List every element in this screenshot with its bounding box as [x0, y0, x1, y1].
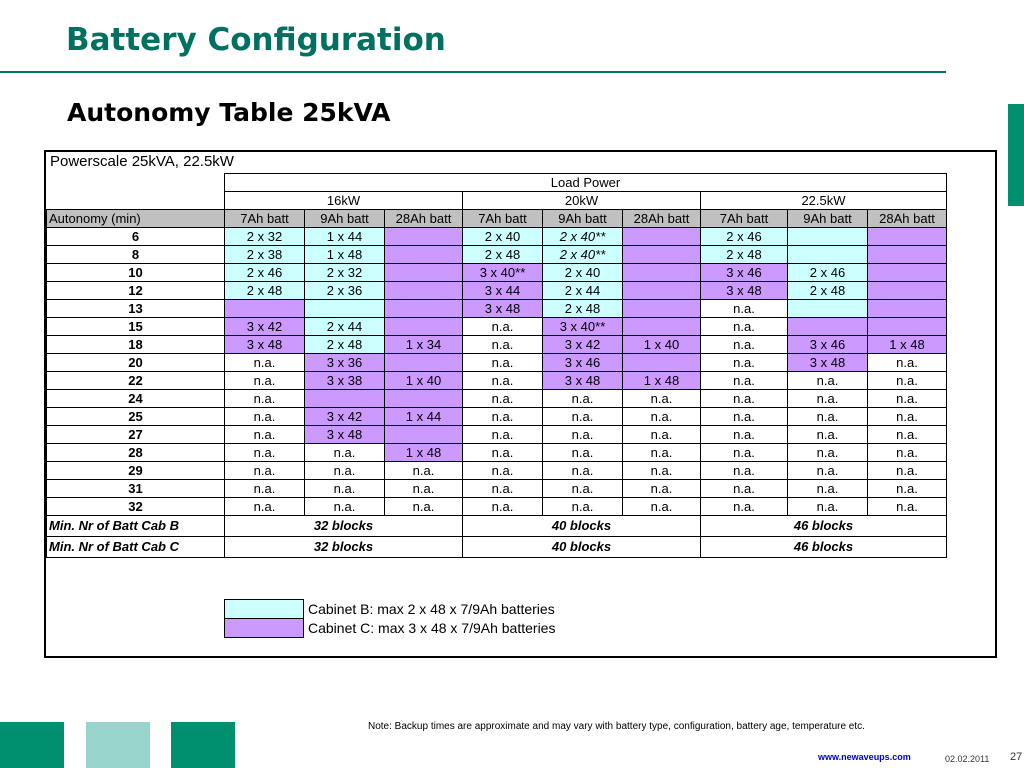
- table-cell: n.a.: [305, 444, 385, 462]
- table-cell: 1 x 48: [868, 336, 947, 354]
- table-cell: n.a.: [788, 444, 868, 462]
- footer-square: [86, 722, 150, 768]
- autonomy-minutes: 20: [47, 354, 225, 372]
- table-cell: n.a.: [463, 480, 543, 498]
- table-cell: n.a.: [701, 462, 788, 480]
- summary-row: [47, 537, 947, 558]
- legend-item: [224, 599, 555, 618]
- battery-column-header: 7Ah batt: [701, 210, 788, 228]
- table-cell: n.a.: [463, 426, 543, 444]
- table-cell: 2 x 38: [225, 246, 305, 264]
- table-cell: [623, 354, 701, 372]
- table-cell: n.a.: [543, 444, 623, 462]
- power-group-header: 20kW: [463, 192, 701, 210]
- table-cell: [868, 228, 947, 246]
- table-cell: n.a.: [543, 480, 623, 498]
- table-cell: 2 x 40: [463, 228, 543, 246]
- table-cell: 3 x 44: [463, 282, 543, 300]
- summary-row: [47, 516, 947, 537]
- table-cell: 3 x 46: [543, 354, 623, 372]
- summary-value: 32 blocks: [225, 516, 463, 537]
- table-row: [47, 228, 947, 246]
- summary-value: 40 blocks: [463, 537, 701, 558]
- autonomy-minutes: 29: [47, 462, 225, 480]
- legend-label: Cabinet C: max 3 x 48 x 7/9Ah batteries: [308, 619, 556, 636]
- table-cell: 3 x 40**: [543, 318, 623, 336]
- table-cell: 2 x 48: [463, 246, 543, 264]
- table-cell: 3 x 46: [788, 336, 868, 354]
- table-cell: 1 x 44: [305, 228, 385, 246]
- table-cell: n.a.: [701, 408, 788, 426]
- table-cell: n.a.: [701, 336, 788, 354]
- table-cell: [385, 300, 463, 318]
- table-cell: [225, 300, 305, 318]
- table-cell: n.a.: [543, 390, 623, 408]
- table-cell: n.a.: [623, 498, 701, 516]
- table-cell: [385, 426, 463, 444]
- table-cell: 1 x 34: [385, 336, 463, 354]
- autonomy-minutes: 24: [47, 390, 225, 408]
- table-row: [47, 480, 947, 498]
- table-cell: [385, 264, 463, 282]
- table-cell: [868, 282, 947, 300]
- table-cell: 1 x 44: [385, 408, 463, 426]
- table-cell: n.a.: [463, 372, 543, 390]
- table-cell: [385, 246, 463, 264]
- table-row: [47, 336, 947, 354]
- table-cell: 1 x 48: [385, 444, 463, 462]
- table-cell: n.a.: [225, 390, 305, 408]
- table-cell: n.a.: [623, 390, 701, 408]
- table-cell: n.a.: [788, 462, 868, 480]
- table-cell: 3 x 36: [305, 354, 385, 372]
- autonomy-minutes: 15: [47, 318, 225, 336]
- table-cell: n.a.: [463, 390, 543, 408]
- table-cell: n.a.: [463, 408, 543, 426]
- table-cell: [385, 354, 463, 372]
- table-cell: 3 x 48: [543, 372, 623, 390]
- autonomy-minutes: 13: [47, 300, 225, 318]
- footer-url-link[interactable]: www.newaveups.com: [818, 752, 911, 762]
- table-cell: 3 x 48: [463, 300, 543, 318]
- table-cell: 2 x 48: [225, 282, 305, 300]
- table-cell: [623, 300, 701, 318]
- table-cell: 2 x 48: [701, 246, 788, 264]
- cabinet-c-swatch: [224, 618, 304, 638]
- table-cell: n.a.: [463, 318, 543, 336]
- table-row: [47, 282, 947, 300]
- table-cell: n.a.: [463, 336, 543, 354]
- table-cell: 2 x 46: [788, 264, 868, 282]
- table-cell: [788, 300, 868, 318]
- table-cell: n.a.: [701, 426, 788, 444]
- table-cell: n.a.: [225, 354, 305, 372]
- table-cell: n.a.: [868, 390, 947, 408]
- table-cell: [788, 246, 868, 264]
- battery-column-header: 7Ah batt: [225, 210, 305, 228]
- table-cell: [305, 300, 385, 318]
- table-cell: n.a.: [788, 390, 868, 408]
- table-cell: n.a.: [543, 462, 623, 480]
- table-cell: 2 x 46: [701, 228, 788, 246]
- table-cell: [385, 282, 463, 300]
- table-cell: n.a.: [701, 498, 788, 516]
- table-cell: n.a.: [868, 426, 947, 444]
- table-cell: n.a.: [385, 462, 463, 480]
- table-cell: 1 x 48: [623, 372, 701, 390]
- table-cell: n.a.: [701, 300, 788, 318]
- autonomy-minutes: 8: [47, 246, 225, 264]
- power-group-header: 16kW: [225, 192, 463, 210]
- table-cell: n.a.: [305, 498, 385, 516]
- table-cell: [623, 264, 701, 282]
- footer-square: [0, 722, 64, 768]
- table-cell: n.a.: [623, 408, 701, 426]
- battery-column-header: 9Ah batt: [543, 210, 623, 228]
- slide-title: Battery Configuration: [66, 22, 446, 58]
- table-cell: n.a.: [385, 498, 463, 516]
- table-cell: 1 x 40: [385, 372, 463, 390]
- autonomy-minutes: 27: [47, 426, 225, 444]
- load-power-header: Load Power: [225, 174, 947, 192]
- table-cell: [868, 264, 947, 282]
- table-row: [47, 390, 947, 408]
- table-cell: n.a.: [868, 480, 947, 498]
- table-cell: n.a.: [868, 444, 947, 462]
- table-cell: [305, 390, 385, 408]
- table-cell: n.a.: [623, 462, 701, 480]
- table-cell: [868, 318, 947, 336]
- table-cell: n.a.: [623, 480, 701, 498]
- table-cell: n.a.: [868, 462, 947, 480]
- autonomy-minutes: 32: [47, 498, 225, 516]
- table-cell: n.a.: [225, 426, 305, 444]
- power-group-header: 22.5kW: [701, 192, 947, 210]
- table-cell: [623, 282, 701, 300]
- table-cell: 3 x 46: [701, 264, 788, 282]
- summary-label: Min. Nr of Batt Cab B: [47, 516, 225, 537]
- table-cell: 3 x 48: [225, 336, 305, 354]
- summary-label: Min. Nr of Batt Cab C: [47, 537, 225, 558]
- table-cell: 2 x 40**: [543, 246, 623, 264]
- table-box-title: Powerscale 25kVA, 22.5kW: [50, 153, 234, 170]
- table-cell: n.a.: [225, 480, 305, 498]
- footer-date: 02.02.2011: [945, 754, 990, 764]
- table-row: [47, 408, 947, 426]
- table-cell: n.a.: [788, 408, 868, 426]
- table-cell: n.a.: [543, 498, 623, 516]
- table-cell: [385, 318, 463, 336]
- table-cell: 1 x 48: [305, 246, 385, 264]
- table-cell: 2 x 44: [305, 318, 385, 336]
- table-cell: n.a.: [868, 408, 947, 426]
- table-cell: 2 x 40: [543, 264, 623, 282]
- autonomy-minutes: 25: [47, 408, 225, 426]
- table-cell: 2 x 32: [305, 264, 385, 282]
- table-cell: 2 x 40**: [543, 228, 623, 246]
- page-number: 27: [1010, 751, 1023, 763]
- table-cell: n.a.: [701, 372, 788, 390]
- table-row: [47, 498, 947, 516]
- table-cell: n.a.: [868, 354, 947, 372]
- battery-column-header: 7Ah batt: [463, 210, 543, 228]
- legend-label: Cabinet B: max 2 x 48 x 7/9Ah batteries: [308, 600, 555, 617]
- table-cell: 3 x 48: [788, 354, 868, 372]
- table-cell: n.a.: [788, 426, 868, 444]
- table-cell: 2 x 48: [788, 282, 868, 300]
- table-cell: n.a.: [543, 426, 623, 444]
- table-cell: n.a.: [623, 444, 701, 462]
- autonomy-minutes: 28: [47, 444, 225, 462]
- table-cell: [385, 228, 463, 246]
- table-cell: n.a.: [225, 372, 305, 390]
- battery-column-header: 28Ah batt: [385, 210, 463, 228]
- table-cell: [868, 246, 947, 264]
- table-cell: n.a.: [225, 498, 305, 516]
- table-cell: n.a.: [868, 372, 947, 390]
- battery-column-header: 9Ah batt: [305, 210, 385, 228]
- table-cell: n.a.: [463, 354, 543, 372]
- legend: [224, 599, 555, 637]
- table-row: [47, 372, 947, 390]
- footer-note: Note: Backup times are approximate and may vary with battery type, configuration, battery age, temperature etc.: [368, 721, 865, 732]
- table-cell: n.a.: [463, 462, 543, 480]
- table-cell: n.a.: [305, 462, 385, 480]
- corner-blank: [47, 174, 225, 192]
- table-cell: 2 x 46: [225, 264, 305, 282]
- table-cell: n.a.: [701, 354, 788, 372]
- table-row: [47, 318, 947, 336]
- autonomy-minutes: 18: [47, 336, 225, 354]
- table-cell: n.a.: [701, 390, 788, 408]
- title-divider: [0, 71, 946, 73]
- table-cell: 2 x 48: [305, 336, 385, 354]
- autonomy-column-header: Autonomy (min): [47, 210, 225, 228]
- table-cell: [623, 246, 701, 264]
- autonomy-table: [46, 173, 947, 558]
- table-cell: n.a.: [305, 480, 385, 498]
- table-row: [47, 462, 947, 480]
- table-cell: n.a.: [463, 498, 543, 516]
- table-cell: [385, 390, 463, 408]
- table-cell: n.a.: [385, 480, 463, 498]
- table-row: [47, 354, 947, 372]
- footer-square: [171, 722, 235, 768]
- table-cell: n.a.: [463, 444, 543, 462]
- table-row: [47, 264, 947, 282]
- battery-column-header: 28Ah batt: [623, 210, 701, 228]
- table-cell: n.a.: [225, 408, 305, 426]
- table-cell: 2 x 36: [305, 282, 385, 300]
- summary-value: 46 blocks: [701, 516, 947, 537]
- autonomy-minutes: 31: [47, 480, 225, 498]
- summary-value: 40 blocks: [463, 516, 701, 537]
- table-cell: n.a.: [225, 462, 305, 480]
- battery-column-header: 9Ah batt: [788, 210, 868, 228]
- table-row: [47, 426, 947, 444]
- autonomy-minutes: 12: [47, 282, 225, 300]
- cabinet-b-swatch: [224, 599, 304, 619]
- battery-column-header: 28Ah batt: [868, 210, 947, 228]
- table-cell: n.a.: [788, 372, 868, 390]
- summary-value: 46 blocks: [701, 537, 947, 558]
- side-accent-bar: [1008, 104, 1024, 206]
- table-cell: n.a.: [868, 498, 947, 516]
- table-cell: [788, 318, 868, 336]
- table-cell: 3 x 48: [305, 426, 385, 444]
- table-row: [47, 246, 947, 264]
- table-cell: 2 x 44: [543, 282, 623, 300]
- table-cell: n.a.: [225, 444, 305, 462]
- slide-subtitle: Autonomy Table 25kVA: [67, 98, 391, 127]
- table-cell: 2 x 32: [225, 228, 305, 246]
- table-cell: [868, 300, 947, 318]
- table-cell: [623, 318, 701, 336]
- table-cell: 3 x 42: [543, 336, 623, 354]
- summary-value: 32 blocks: [225, 537, 463, 558]
- autonomy-minutes: 6: [47, 228, 225, 246]
- table-cell: n.a.: [701, 318, 788, 336]
- table-cell: n.a.: [788, 498, 868, 516]
- table-cell: 3 x 42: [305, 408, 385, 426]
- table-cell: [623, 228, 701, 246]
- table-cell: 3 x 48: [701, 282, 788, 300]
- legend-item: [224, 618, 555, 637]
- table-cell: n.a.: [701, 444, 788, 462]
- autonomy-minutes: 10: [47, 264, 225, 282]
- table-cell: n.a.: [788, 480, 868, 498]
- table-cell: [788, 228, 868, 246]
- table-cell: n.a.: [623, 426, 701, 444]
- table-cell: 3 x 42: [225, 318, 305, 336]
- corner-blank: [47, 192, 225, 210]
- table-cell: 3 x 38: [305, 372, 385, 390]
- table-cell: n.a.: [543, 408, 623, 426]
- autonomy-minutes: 22: [47, 372, 225, 390]
- table-cell: 3 x 40**: [463, 264, 543, 282]
- table-cell: n.a.: [701, 480, 788, 498]
- table-row: [47, 444, 947, 462]
- table-cell: 1 x 40: [623, 336, 701, 354]
- table-cell: 2 x 48: [543, 300, 623, 318]
- table-row: [47, 300, 947, 318]
